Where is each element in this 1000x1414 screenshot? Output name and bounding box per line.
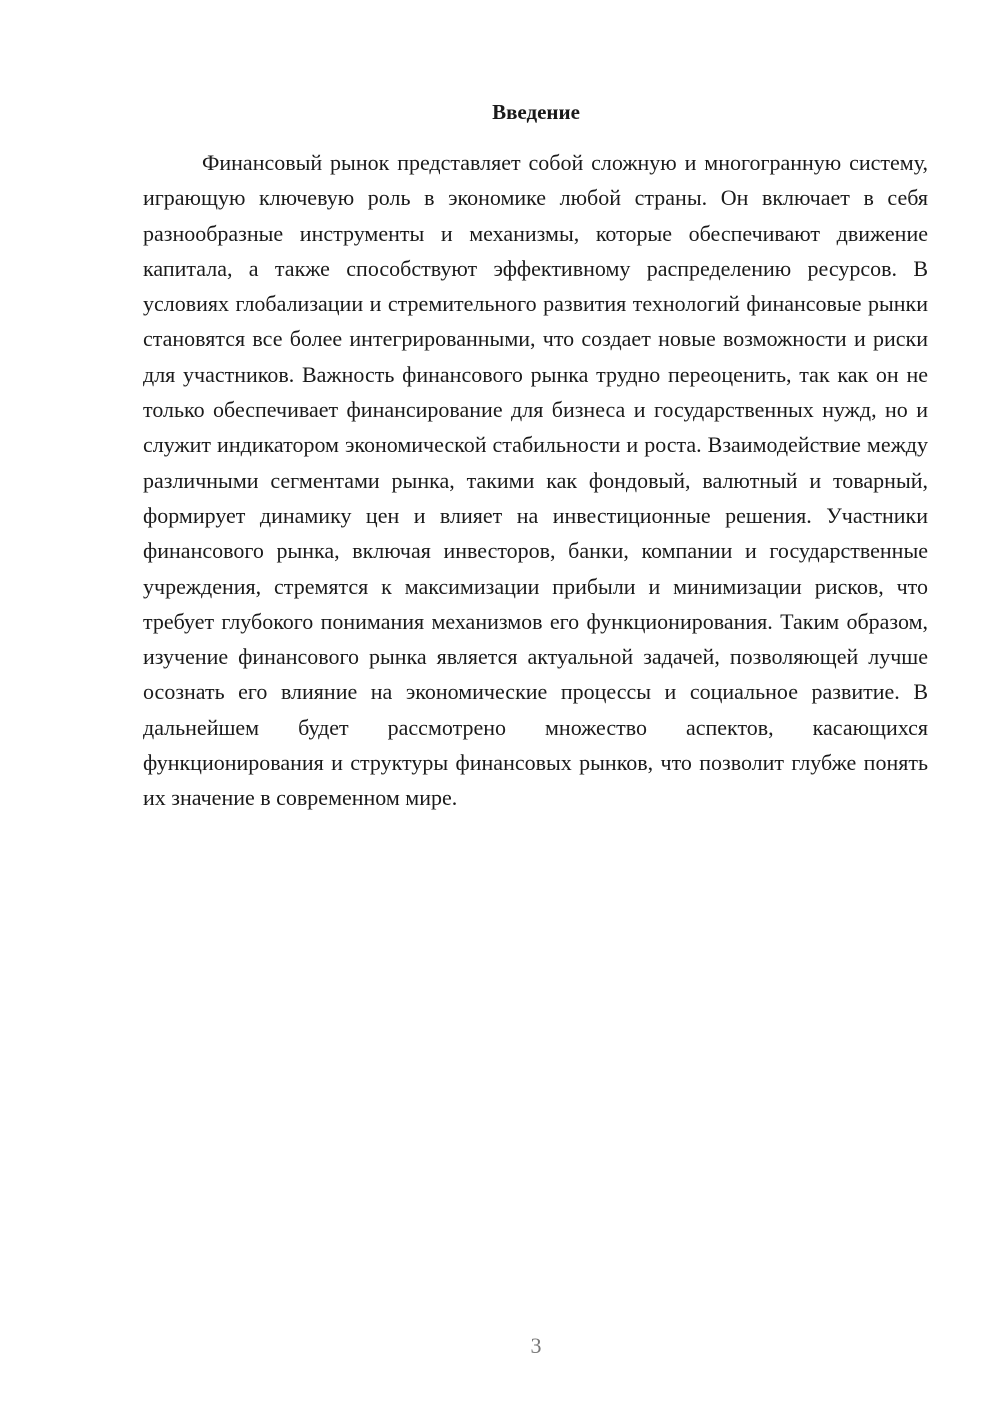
body-paragraph: Финансовый рынок представляет собой сложную и многогранную систему, играющую ключевую роль в экономике любой страны. Он включает в себя разнообразные инструменты и механизмы, которые обеспечивают движение капитала, а также способствуют эффективному распределению ресурсов. В условиях глобализации и стремительного развития технологий финансовые рынки становятся все более интегрированными, что создает новые возможности и риски для участников. Важность финансового рынка трудно переоценить, так как он не только обеспечивает финансирование для бизнеса и государственных нужд, но и служит индикатором экономической стабильности и роста. Взаимодействие между различными сегментами рынка, такими как фондовый, валютный и товарный, формирует динамику цен и влияет на инвестиционные решения. Участники финансового рынка, включая инвесторов, банки, компании и государственные учреждения, стремятся к максимизации прибыли и минимизации рисков, что требует глубокого понимания механизмов его функционирования. Таким образом, изучение финансового рынка является актуальной задачей, позволяющей лучше осознать его влияние на экономические процессы и социальное развитие. В дальнейшем будет рассмотрено множество аспектов, касающихся функционирования и структуры финансовых рынков, что позволит глубже понять их значение в современном мире. [143, 150, 928, 811]
section-heading: Введение [492, 100, 580, 124]
page-number: 3 [530, 1333, 542, 1358]
